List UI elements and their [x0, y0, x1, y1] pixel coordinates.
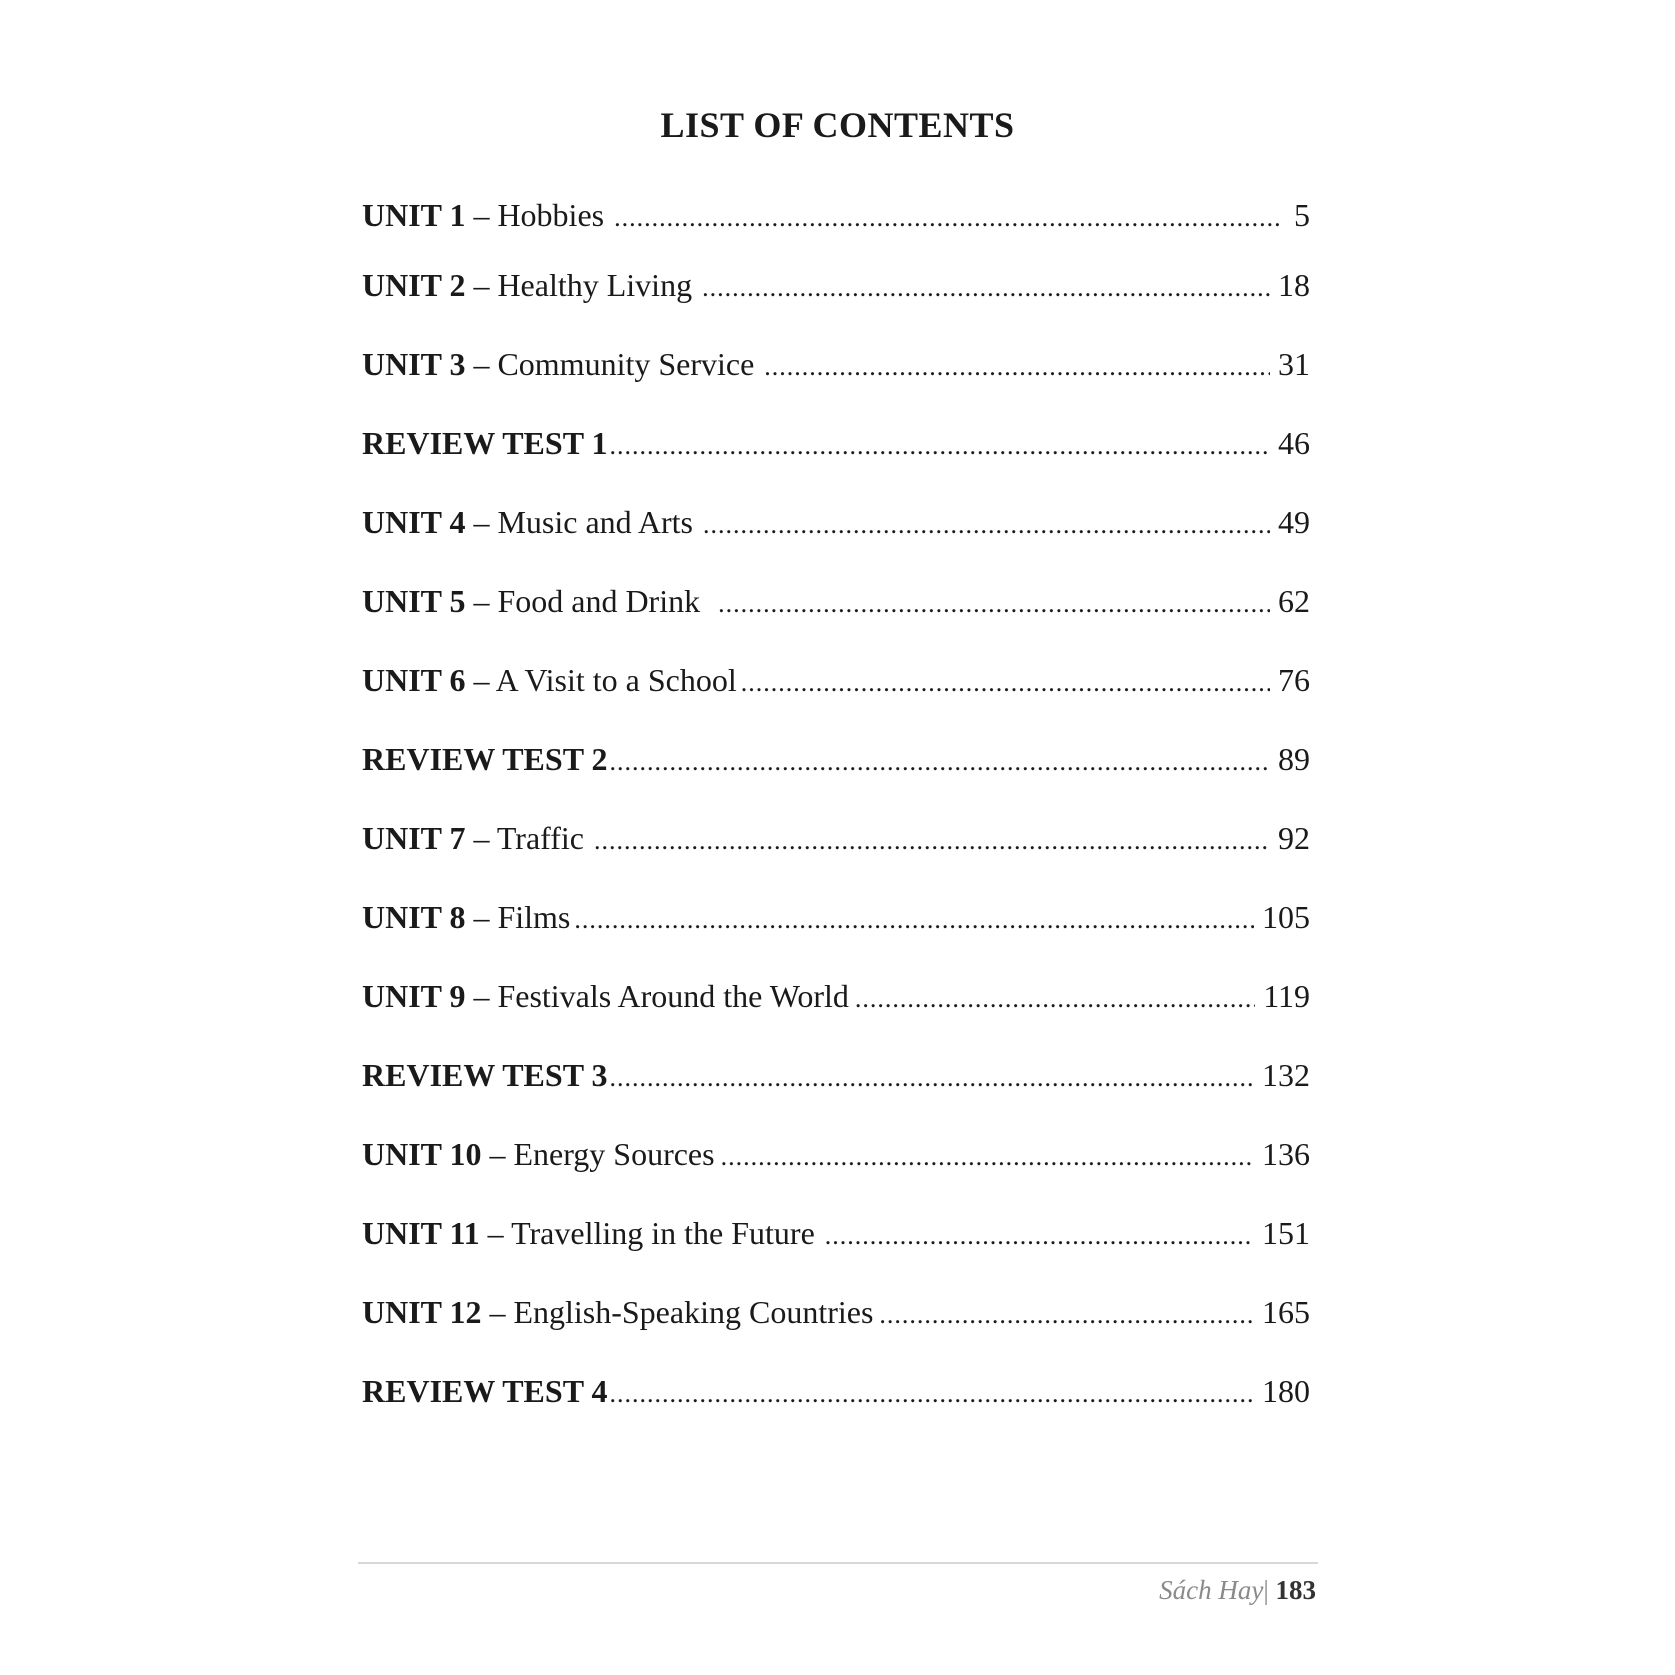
- dot-leader: [609, 426, 1270, 466]
- toc-entry-unit-9[interactable]: UNIT 9 – Festivals Around the World ..... 119: [362, 976, 1310, 1016]
- toc-entry-unit-12[interactable]: UNIT 12 – English-Speaking Countries ..... 165: [362, 1292, 1310, 1332]
- dot-leader: [609, 742, 1270, 782]
- footer-brand: Sách Hay: [1159, 1575, 1264, 1605]
- dot-leader: [702, 268, 1270, 308]
- toc-entry-unit-4[interactable]: UNIT 4 – Music and Arts ..... 49: [362, 502, 1310, 542]
- unit-number: UNIT 8: [362, 899, 466, 935]
- dot-leader: [594, 821, 1270, 861]
- page-number: 49: [1278, 504, 1310, 540]
- toc-entry-unit-2[interactable]: UNIT 2 – Healthy Living ..... 18: [362, 265, 1310, 305]
- page-title: LIST OF CONTENTS: [660, 105, 1015, 145]
- page-number: 165: [1262, 1294, 1310, 1330]
- dot-leader: [614, 198, 1282, 238]
- dot-leader: [609, 1374, 1254, 1414]
- toc-entry-unit-3[interactable]: UNIT 3 – Community Service ..... 31: [362, 344, 1310, 384]
- toc-entry-unit-11[interactable]: UNIT 11 – Travelling in the Future ..... 151: [362, 1213, 1310, 1253]
- unit-title: Music and Arts: [497, 504, 693, 540]
- dot-leader: [855, 979, 1255, 1019]
- page-number: 180: [1262, 1373, 1310, 1409]
- footer-page-number: 183: [1275, 1575, 1316, 1605]
- unit-number: UNIT 7: [362, 820, 466, 856]
- unit-number: UNIT 4: [362, 504, 466, 540]
- toc-entry-unit-7[interactable]: UNIT 7 – Traffic ..... 92: [362, 818, 1310, 858]
- page-number: 62: [1278, 583, 1310, 619]
- toc-entry-review-test-2[interactable]: [362, 739, 1310, 779]
- footer-divider: [358, 1562, 1318, 1564]
- page-number: 76: [1278, 662, 1310, 698]
- page-number: 31: [1278, 346, 1310, 382]
- unit-number: UNIT 2: [362, 267, 466, 303]
- page-footer: [1100, 1572, 1316, 1608]
- page-number: 136: [1262, 1136, 1310, 1172]
- unit-number: UNIT 3: [362, 346, 466, 382]
- footer-separator: |: [1263, 1575, 1269, 1605]
- page-number: 132: [1262, 1057, 1310, 1093]
- page-number: 151: [1262, 1215, 1310, 1251]
- page-number: 5: [1294, 197, 1310, 233]
- dot-leader: [703, 505, 1270, 545]
- unit-number: UNIT 10: [362, 1136, 482, 1172]
- dot-leader: [764, 347, 1270, 387]
- page-number: 18: [1278, 267, 1310, 303]
- dot-leader: [879, 1295, 1254, 1335]
- unit-title: Travelling in the Future: [511, 1215, 815, 1251]
- unit-title: English-Speaking Countries: [513, 1294, 874, 1330]
- unit-title: Food and Drink: [497, 583, 701, 619]
- page-number: 46: [1278, 425, 1310, 461]
- toc-entry-unit-1[interactable]: UNIT 1 – Hobbies ..... 5: [362, 195, 1310, 235]
- toc-entry-review-test-1[interactable]: [362, 423, 1310, 463]
- unit-title: Community Service: [497, 346, 755, 382]
- unit-number: UNIT 5: [362, 583, 466, 619]
- unit-title: Festivals Around the World: [497, 978, 849, 1014]
- dot-leader: [718, 584, 1270, 624]
- review-test-label: REVIEW TEST 3: [362, 1057, 608, 1093]
- unit-number: UNIT 9: [362, 978, 466, 1014]
- unit-number: UNIT 1: [362, 197, 466, 233]
- review-test-label: REVIEW TEST 2: [362, 741, 608, 777]
- unit-number: UNIT 6: [362, 662, 466, 698]
- unit-title: A Visit to a School: [495, 662, 737, 698]
- toc-entry-review-test-4[interactable]: [362, 1371, 1310, 1411]
- unit-title: Traffic: [496, 820, 584, 856]
- toc-entry-unit-5[interactable]: UNIT 5 – Food and Drink ..... 62: [362, 581, 1310, 621]
- unit-title: Films: [497, 899, 571, 935]
- dot-leader: [609, 1058, 1254, 1098]
- page-number: 119: [1263, 978, 1310, 1014]
- page-number: 92: [1278, 820, 1310, 856]
- unit-number: UNIT 11: [362, 1215, 480, 1251]
- unit-title: Hobbies: [497, 197, 605, 233]
- toc-entry-unit-8[interactable]: UNIT 8 – Films ..... 105: [362, 897, 1310, 937]
- page-number: 89: [1278, 741, 1310, 777]
- unit-number: UNIT 12: [362, 1294, 482, 1330]
- page-number: 105: [1262, 899, 1310, 935]
- toc-entry-review-test-3[interactable]: [362, 1055, 1310, 1095]
- dot-leader: [825, 1216, 1254, 1256]
- toc-entry-unit-10[interactable]: UNIT 10 – Energy Sources ..... 136: [362, 1134, 1310, 1174]
- review-test-label: REVIEW TEST 4: [362, 1373, 608, 1409]
- unit-title: Energy Sources: [513, 1136, 715, 1172]
- dot-leader: [741, 663, 1270, 703]
- review-test-label: REVIEW TEST 1: [362, 425, 608, 461]
- unit-title: Healthy Living: [497, 267, 693, 303]
- toc-entry-unit-6[interactable]: UNIT 6 – A Visit to a School ..... 76: [362, 660, 1310, 700]
- dot-leader: [721, 1137, 1254, 1177]
- dot-leader: [574, 900, 1254, 940]
